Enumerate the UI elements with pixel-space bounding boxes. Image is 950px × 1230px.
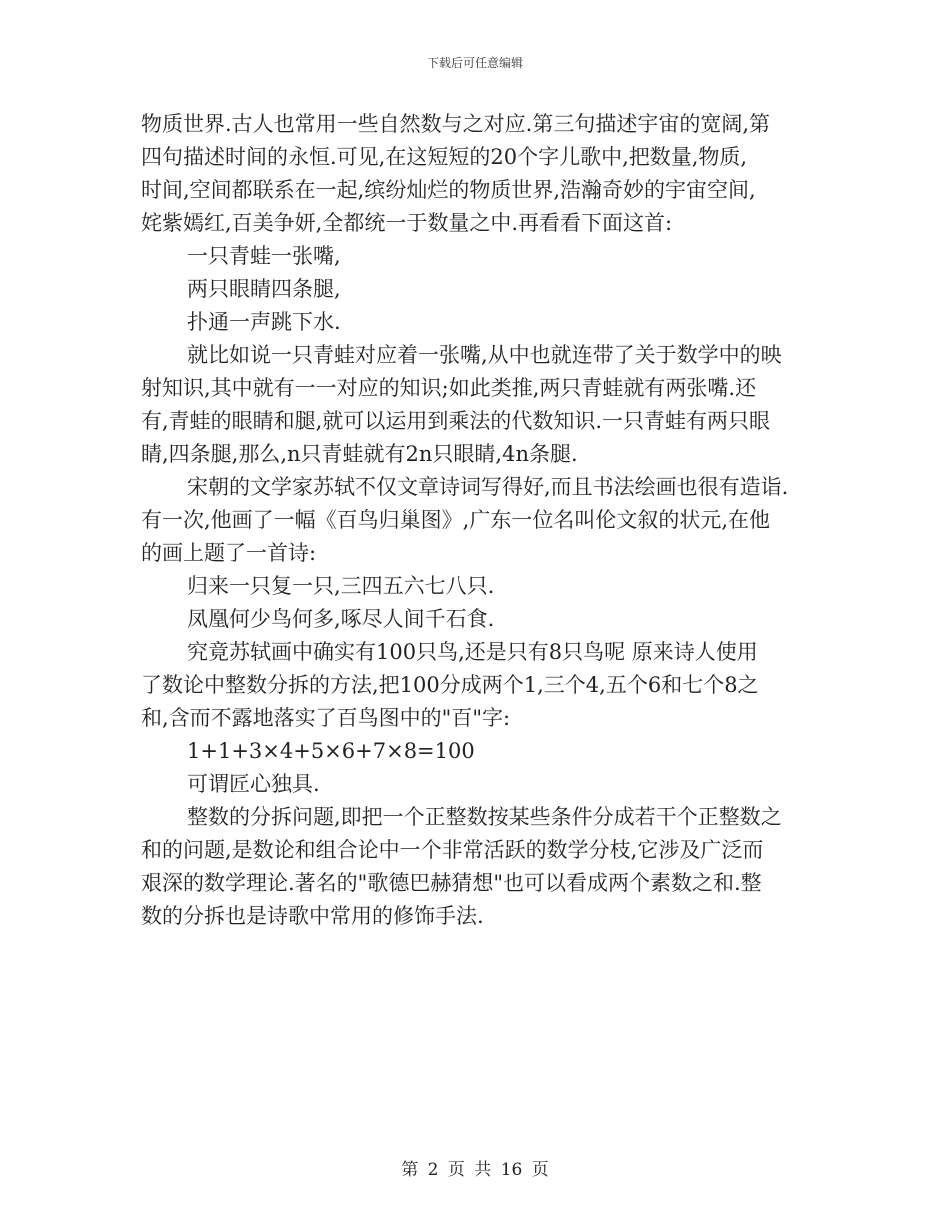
- text-line: 睛,四条腿,那么,n只青蛙就有2n只眼睛,4n条腿.: [141, 442, 578, 466]
- text-line: 和,含而不露地落实了百鸟图中的"百"字:: [141, 706, 511, 730]
- text-line: 整数的分拆问题,即把一个正整数按某些条件分成若干个正整数之: [187, 805, 782, 829]
- text-line: 时间,空间都联系在一起,缤纷灿烂的物质世界,浩瀚奇妙的宇宙空间,: [141, 178, 756, 202]
- page-footer: 第 2 页 共 16 页: [401, 1160, 549, 1180]
- text-line: 姹紫嫣红,百美争妍,全都统一于数量之中.再看看下面这首:: [141, 211, 673, 235]
- text-line: 扑通一声跳下水.: [187, 310, 341, 334]
- text-line: 就比如说一只青蛙对应着一张嘴,从中也就连带了关于数学中的映: [187, 343, 782, 367]
- text-line: 有一次,他画了一幅《百鸟归巢图》,广东一位名叫伦文叙的状元,在他: [141, 508, 771, 532]
- text-line: 艰深的数学理论.著名的"歌德巴赫猜想"也可以看成两个素数之和.整: [141, 871, 762, 895]
- text-line: 的画上题了一首诗:: [141, 541, 317, 565]
- text-line: 数的分拆也是诗歌中常用的修饰手法.: [141, 904, 484, 928]
- text-line: 四句描述时间的永恒.可见,在这短短的20个字儿歌中,把数量,物质,: [141, 145, 748, 169]
- text-line: 两只眼睛四条腿,: [187, 277, 341, 301]
- text-line: 射知识,其中就有一一对应的知识;如此类推,两只青蛙就有两张嘴.还: [141, 376, 757, 400]
- text-line: 可谓匠心独具.: [187, 772, 320, 796]
- text-line: 物质世界.古人也常用一些自然数与之对应.第三句描述宇宙的宽阔,第: [141, 112, 771, 136]
- text-line: 有,青蛙的眼睛和腿,就可以运用到乘法的代数知识.一只青蛙有两只眼: [141, 409, 771, 433]
- text-line: 归来一只复一只,三四五六七八只.: [187, 574, 495, 598]
- page-header: 下载后可任意编辑: [426, 56, 523, 70]
- text-line: 凤凰何少鸟何多,啄尽人间千石食.: [187, 607, 495, 631]
- text-line: 一只青蛙一张嘴,: [187, 244, 341, 268]
- text-line: 宋朝的文学家苏轼不仅文章诗词写得好,而且书法绘画也很有造诣.: [187, 475, 789, 499]
- text-line: 究竟苏轼画中确实有100只鸟,还是只有8只鸟呢 原来诗人使用: [187, 640, 758, 664]
- text-line: 1+1+3×4+5×6+7×8=100: [187, 739, 475, 763]
- text-line: 了数论中整数分拆的方法,把100分成两个1,三个4,五个6和七个8之: [141, 673, 759, 697]
- document-body: [141, 108, 809, 933]
- text-line: 和的问题,是数论和组合论中一个非常活跃的数学分枝,它涉及广泛而: [141, 838, 764, 862]
